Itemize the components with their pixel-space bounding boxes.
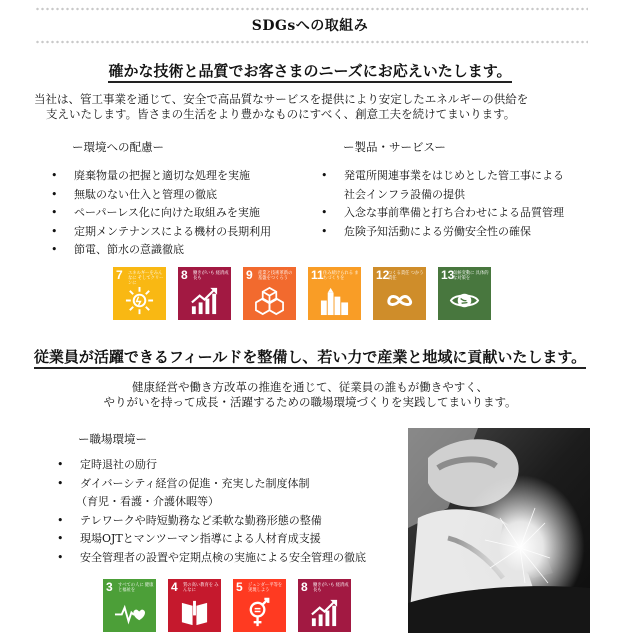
book-icon (179, 597, 210, 628)
sdg-tile-5: 5 ジェンダー平等を 実現しよう (233, 579, 286, 632)
workplace-title: ー職場環境ー (78, 432, 147, 446)
sdg-tile-3: 3 すべての人に 健康と福祉を (103, 579, 156, 632)
sdg-tile-8: 8 働きがいも 経済成長も (298, 579, 351, 632)
top-divider (35, 7, 588, 11)
list-item: • 発電所関連事業をはじめとした管工事による (318, 167, 564, 186)
list-item: • ペーパーレス化に向けた取組みを実施 (48, 204, 271, 223)
list-item: • 危険予知活動による労働安全性の確保 (318, 223, 564, 242)
products-title: ー製品・サービスー (343, 140, 446, 154)
environment-list (48, 167, 271, 260)
products-list (318, 167, 564, 241)
list-item: • 入念な事前準備と打ち合わせによる品質管理 (318, 204, 564, 223)
list-item: • 定期メンテナンスによる機材の長期利用 (48, 223, 271, 242)
sdg-tile-4: 4 質の高い教育を みんなに (168, 579, 221, 632)
sun-power-icon (124, 285, 155, 316)
heartbeat-icon (114, 597, 145, 628)
infinity-icon (384, 285, 415, 316)
sdg-tile-8: 8 働きがいも 経済成長も (178, 267, 231, 320)
list-item: • 廃棄物量の把握と適切な処理を実施 (48, 167, 271, 186)
page-title: SDGsへの取組み (251, 18, 369, 34)
title-divider (35, 40, 588, 44)
sdg-goals-environment (113, 267, 491, 320)
section2-heading: 従業員が活躍できるフィールドを整備し、若い力で産業と地域に貢献いたします。 (0, 346, 620, 367)
gender-equality-icon (244, 597, 275, 628)
sdg-goals-workplace (103, 579, 351, 632)
list-item: • テレワークや時短勤務など柔軟な勤務形態の整備 (54, 512, 366, 531)
section2-paragraph: 健康経営や働き方改革の推進を通じて、従業員の誰もが働きやすく、 やりがいを持って成長・活躍するための職場環境づくりを実践してまいります。 (103, 380, 517, 409)
growth-chart-icon (309, 597, 340, 628)
list-item: • 安全管理者の設置や定期点検の実施による安全管理の徹底 (54, 549, 366, 568)
section1-heading: 確かな技術と品質でお客さまのニーズにお応えいたします。 (0, 60, 620, 81)
city-icon (319, 285, 350, 316)
section1-paragraph: 当社は、管工事業を通じて、安全で高品質なサービスを提供により安定したエネルギーの供給を 支えいたします。皆さまの生活をより豊かなものにすべく、創意工夫を続けてまいります。 (34, 92, 529, 121)
list-item: • 無駄のない仕入と管理の徹底 (48, 186, 271, 205)
sdg-tile-7: 7 エネルギーをみんなに そしてクリーンに (113, 267, 166, 320)
list-item: • 定時退社の励行 (54, 456, 366, 475)
globe-eye-icon (449, 285, 480, 316)
list-item: （育児・看護・介護休暇等） (76, 495, 219, 508)
list-item: • 現場OJTとマンツーマン指導による人材育成支援 (54, 530, 366, 549)
list-item: • ダイバーシティ経営の促進・充実した制度体制 (54, 475, 366, 494)
sdg-tile-9: 9 産業と技術革新の 基盤をつくろう (243, 267, 296, 320)
welding-worker-photo (408, 428, 590, 633)
list-item: • 節電、節水の意識徹底 (48, 241, 271, 260)
growth-chart-icon (189, 285, 220, 316)
environment-title: ー環境への配慮ー (72, 140, 164, 154)
sdg-tile-13: 13 気候変動に 具体的な対策を (438, 267, 491, 320)
workplace-list (54, 456, 366, 567)
list-item: 社会インフラ設備の提供 (344, 187, 465, 201)
cubes-icon (254, 285, 285, 316)
sdg-tile-12: 12 つくる責任 つかう責任 (373, 267, 426, 320)
sdg-tile-11: 11 住み続けられる まちづくりを (308, 267, 361, 320)
